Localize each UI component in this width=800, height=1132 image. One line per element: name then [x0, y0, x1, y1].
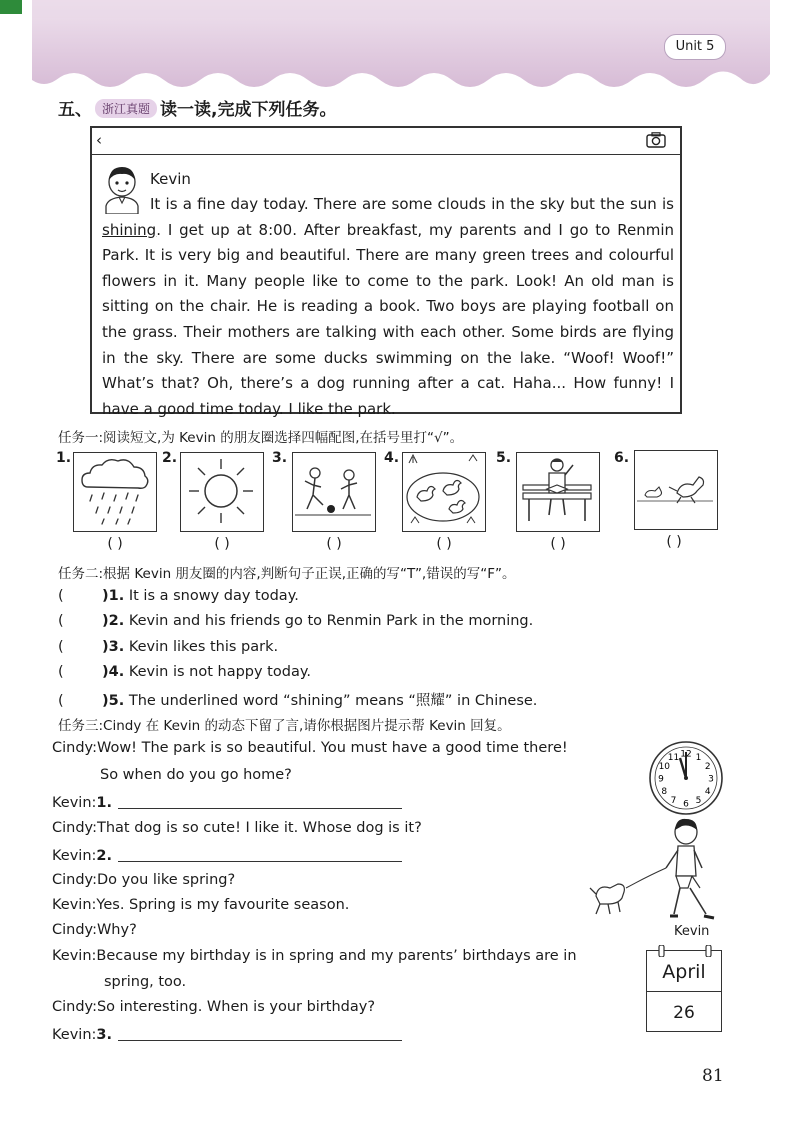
answer-bracket[interactable]: ( ) [666, 534, 682, 550]
picture-number: 6. [614, 450, 630, 466]
calendar-day: 26 [673, 1003, 695, 1023]
camera-icon[interactable] [646, 132, 666, 148]
kevin-walking-dog-illustration [588, 814, 728, 926]
tf-number: )4. [102, 664, 125, 680]
tf-text: Kevin is not happy today. [128, 664, 311, 680]
line-text: Why? [96, 922, 137, 938]
line-text: Wow! The park is so beautiful. You must have a good time there! [96, 740, 568, 756]
tf-text: Kevin and his friends go to Renmin Park in the morning. [128, 613, 534, 629]
ducks-lake-icon [403, 453, 483, 529]
speaker: Kevin: [52, 948, 97, 964]
picture-number: 5. [496, 450, 512, 466]
source-tag: 浙江真题 [95, 99, 157, 118]
dialogue-line [52, 740, 568, 756]
answer-blank-2[interactable] [118, 847, 402, 862]
tf-bracket[interactable]: ( [58, 693, 64, 709]
tf-text: It is a snowy day today. [128, 588, 299, 604]
post-text-start: It is a fine day today. There are some clouds in the sky but the sun is [150, 195, 674, 213]
tf-item-2 [58, 613, 533, 629]
back-arrow-icon[interactable]: ‹ [96, 131, 102, 149]
calendar [646, 950, 722, 1032]
rain-cloud-icon [74, 453, 154, 529]
line-text: Yes. Spring is my favourite season. [96, 897, 350, 913]
speaker: Kevin: [52, 1027, 97, 1043]
clock-number: 7 [670, 796, 677, 807]
calendar-divider [647, 991, 721, 992]
speaker: Cindy: [52, 740, 97, 756]
dialogue-line [52, 999, 375, 1015]
post-text [102, 192, 674, 422]
clock-number: 6 [683, 799, 689, 810]
line-text: So interesting. When is your birthday? [96, 999, 376, 1015]
picture-4 [402, 452, 486, 532]
dialogue-line [52, 897, 349, 913]
tf-item-5 [58, 689, 537, 710]
clock-number: 4 [704, 787, 711, 797]
section-title-text: 读一读,完成下列任务。 [160, 100, 337, 120]
tf-bracket[interactable]: ( [58, 588, 64, 604]
post-text-rest: . I get up at 8:00. After breakfast, my parents and I go to Renmin Park. It is very big and beautiful. There are many green trees and colourful flowers in it. Many people like to come to the park. Look! An old man is sitting on the chair. He is reading a book. Two boys are playing football on the grass. Their mothers are talking with each other. Some birds are flying in the sky. There are some ducks swimming on the lake. “Woof! Woof!” What’s that? Oh, there’s a dog running after a cat. Haha... How funny! I have a good time today. I like the park. [102, 220, 674, 418]
calendar-month: April [662, 961, 706, 983]
underlined-word: shining [102, 220, 157, 239]
picture-1 [73, 452, 157, 532]
clock-number: 3 [708, 774, 714, 785]
clock-number: 5 [695, 796, 702, 807]
clock-number: 9 [658, 774, 664, 785]
answer-bracket[interactable]: ( ) [550, 536, 566, 552]
picture-5 [516, 452, 600, 532]
speaker: Kevin: [52, 848, 97, 864]
tf-item-3 [58, 639, 278, 655]
speaker: Cindy: [52, 872, 97, 888]
answer-blank-3[interactable] [118, 1026, 402, 1041]
picture-number: 2. [162, 450, 178, 466]
sun-icon [181, 453, 261, 529]
clock-number: 2 [704, 762, 711, 772]
speaker: Cindy: [52, 820, 97, 836]
dialogue-line [104, 974, 186, 990]
dialogue-line [52, 820, 422, 836]
dog-chasing-cat-icon [635, 451, 715, 527]
picture-number: 3. [272, 450, 288, 466]
answer-bracket[interactable]: ( ) [107, 536, 123, 552]
answer-bracket[interactable]: ( ) [214, 536, 230, 552]
dialogue-line [52, 847, 402, 864]
speaker: Cindy: [52, 922, 97, 938]
section-number: 五、 [58, 100, 92, 120]
line-text: Do you like spring? [96, 872, 236, 888]
line-text: So when do you go home? [100, 767, 292, 783]
task3-instruction: 任务三:Cindy 在 Kevin 的动态下留了言,请你根据图片提示帮 Kevin 回复。 [58, 718, 511, 734]
answer-number: 1. [96, 795, 113, 811]
tf-text: Kevin likes this park. [128, 639, 279, 655]
line-text: spring, too. [104, 974, 187, 990]
post-top-bar [92, 128, 680, 155]
dialogue-line [52, 1026, 402, 1043]
tf-text: The underlined word “shining” means “照耀” in Chinese. [128, 693, 538, 709]
clock-number: 10 [658, 762, 671, 772]
tf-bracket[interactable]: ( [58, 664, 64, 680]
tf-item-4 [58, 664, 311, 680]
tf-bracket[interactable]: ( [58, 639, 64, 655]
tf-number: )1. [102, 588, 125, 604]
line-text: That dog is so cute! I like it. Whose dog is it? [96, 820, 422, 836]
clock-number: 11 [667, 752, 680, 763]
speaker: Kevin: [52, 897, 97, 913]
picture-number: 1. [56, 450, 72, 466]
tf-number: )5. [102, 693, 125, 709]
kevin-caption: Kevin [674, 924, 710, 939]
clock-number: 12 [680, 749, 692, 760]
unit-label: Unit 5 [664, 34, 726, 60]
calendar-rings-icon [657, 945, 713, 957]
page-number: 81 [702, 1066, 724, 1086]
clock-icon [646, 738, 726, 818]
picture-3 [292, 452, 376, 532]
tf-bracket[interactable]: ( [58, 613, 64, 629]
task1-instruction: 任务一:阅读短文,为 Kevin 的朋友圈选择四幅配图,在括号里打“√”。 [58, 430, 464, 446]
post-author: Kevin [150, 170, 191, 188]
tf-number: )3. [102, 639, 125, 655]
social-post-frame [90, 126, 682, 418]
dialogue-line [52, 872, 235, 888]
section-title [58, 95, 336, 120]
picture-number: 4. [384, 450, 400, 466]
picture-6 [634, 450, 718, 530]
task2-instruction: 任务二:根据 Kevin 朋友圈的内容,判断句子正误,正确的写“T”,错误的写“F”。 [58, 566, 516, 582]
dialogue-line [100, 767, 292, 783]
tf-item-1 [58, 588, 299, 604]
dialogue-line [52, 922, 137, 938]
dialogue-line [52, 794, 402, 811]
answer-blank-1[interactable] [118, 794, 402, 809]
clock-number: 8 [661, 787, 668, 797]
boys-football-icon [293, 453, 373, 529]
speaker: Kevin: [52, 795, 97, 811]
clock-number: 1 [695, 752, 702, 763]
dialogue-line [52, 948, 577, 964]
speaker: Cindy: [52, 999, 97, 1015]
man-reading-bench-icon [517, 453, 597, 529]
answer-bracket[interactable]: ( ) [326, 536, 342, 552]
answer-number: 2. [96, 848, 113, 864]
line-text: Because my birthday is in spring and my parents’ birthdays are in [96, 948, 577, 964]
answer-number: 3. [96, 1027, 113, 1043]
answer-bracket[interactable]: ( ) [436, 536, 452, 552]
picture-2 [180, 452, 264, 532]
tf-number: )2. [102, 613, 125, 629]
